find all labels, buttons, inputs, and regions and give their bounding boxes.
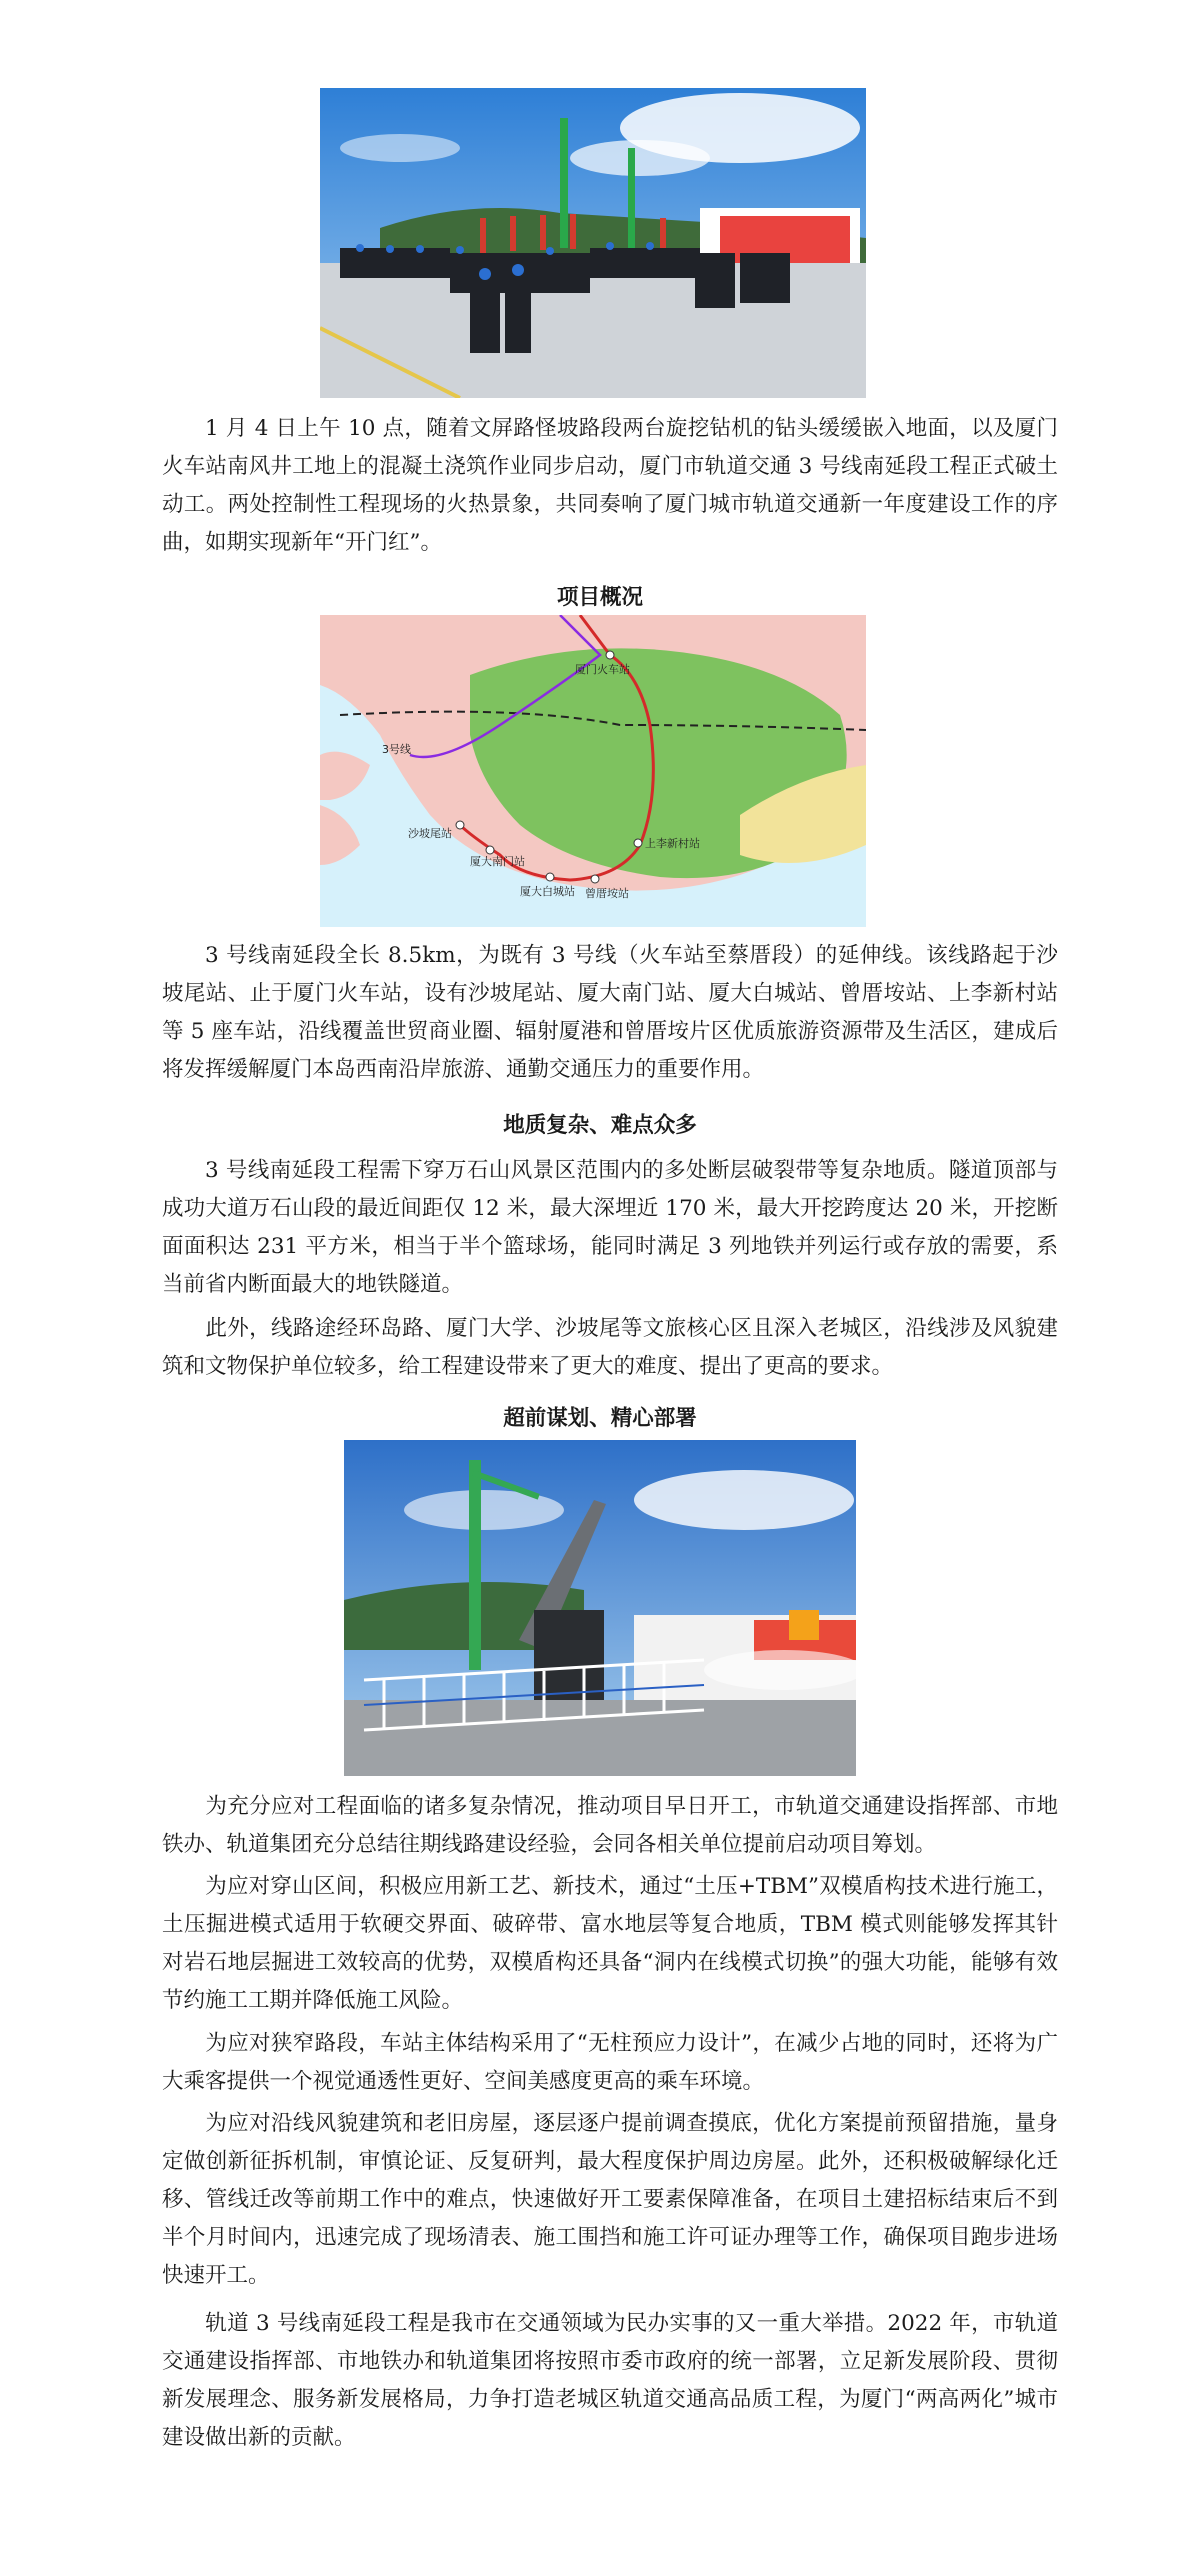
map-label-line3: 3号线 (382, 743, 411, 756)
map-label-zengcuoan: 曾厝垵站 (585, 887, 629, 900)
geology-paragraph-1: 3 号线南延段工程需下穿万石山风景区范围内的多处断层破裂带等复杂地质。隧道顶部与成功大道万石山段的最近间距仅 12 米，最大深埋近 170 米，最大开挖跨度达 20 米，开挖断面面积达 231 平方米，相当于半个篮球场，能同时满足 3 列地铁并列运行或存放的需要，系当前省内断面最大的地铁隧道。 (162, 1158, 1058, 1297)
planning-paragraph-1: 为充分应对工程面临的诸多复杂情况，推动项目早日开工，市轨道交通建设指挥部、市地铁办、轨道集团充分总结往期线路建设经验，会同各相关单位提前启动项目筹划。 (162, 1794, 1058, 1857)
planning-paragraph-2: 为应对穿山区间，积极应用新工艺、新技术，通过“土压+TBM”双模盾构技术进行施工，土压掘进模式适用于软硬交界面、破碎带、富水地层等复合地质，TBM 模式则能够发挥其针对岩石地层掘进工效较高的优势，双模盾构还具备“洞内在线模式切换”的强大功能，能够有效节约施工工期并降低施工风险。 (162, 1874, 1058, 2013)
planning-paragraph-3: 为应对狭窄路段，车站主体结构采用了“无柱预应力设计”，在减少占地的同时，还将为广大乘客提供一个视觉通透性更好、空间美感度更高的乘车环境。 (162, 2031, 1058, 2094)
map-label-xiada-nanmen: 厦大南门站 (470, 855, 525, 868)
route-map (320, 615, 866, 927)
map-label-shapowei: 沙坡尾站 (408, 827, 452, 840)
heading-planning: 超前谋划、精心部署 (503, 1406, 697, 1431)
heading-geology: 地质复杂、难点众多 (503, 1113, 697, 1138)
heading-project-overview: 项目概况 (556, 585, 643, 610)
planning-paragraph-4: 为应对沿线风貌建筑和老旧房屋，逐层逐户提前调查摸底，优化方案提前预留措施，量身定做创新征拆机制，审慎论证、反复研判，最大程度保护周边房屋。此外，还积极破解绿化迁移、管线迁改等前期工作中的难点，快速做好开工要素保障准备，在项目土建招标结束后不到半个月时间内，迅速完成了现场清表、施工围挡和施工许可证办理等工作，确保项目跑步进场快速开工。 (162, 2111, 1058, 2288)
overview-paragraph: 3 号线南延段全长 8.5km，为既有 3 号线（火车站至蔡厝段）的延伸线。该线路起于沙坡尾站、止于厦门火车站，设有沙坡尾站、厦大南门站、厦大白城站、曾厝垵站、上李新村站等 5 座车站，沿线覆盖世贸商业圈、辐射厦港和曾厝垵片区优质旅游资源带及生活区，建成后将发挥缓解厦门本岛西南沿岸旅游、通勤交通压力的重要作用。 (162, 943, 1058, 1082)
map-label-xiada-baicheng: 厦大白城站 (520, 885, 575, 898)
ceremony-photo (320, 88, 866, 398)
construction-photo (344, 1440, 856, 1776)
intro-paragraph: 1 月 4 日上午 10 点，随着文屏路怪坡路段两台旋挖钻机的钻头缓缓嵌入地面，以及厦门火车站南风井工地上的混凝土浇筑作业同步启动，厦门市轨道交通 3 号线南延段工程正式破土动工。两处控制性工程现场的火热景象，共同奏响了厦门城市轨道交通新一年度建设工作的序曲，如期实现新年“开门红”。 (162, 416, 1058, 555)
planning-paragraph-5: 轨道 3 号线南延段工程是我市在交通领域为民办实事的又一重大举措。2022 年，市轨道交通建设指挥部、市地铁办和轨道集团将按照市委市政府的统一部署，立足新发展阶段、贯彻新发展理念、服务新发展格局，力争打造老城区轨道交通高品质工程，为厦门“两高两化”城市建设做出新的贡献。 (162, 2311, 1058, 2450)
map-label-shanglixincun: 上李新村站 (645, 837, 700, 850)
map-label-xiamen-station: 厦门火车站 (575, 663, 630, 676)
geology-paragraph-2: 此外，线路途经环岛路、厦门大学、沙坡尾等文旅核心区且深入老城区，沿线涉及风貌建筑和文物保护单位较多，给工程建设带来了更大的难度、提出了更高的要求。 (162, 1316, 1058, 1379)
